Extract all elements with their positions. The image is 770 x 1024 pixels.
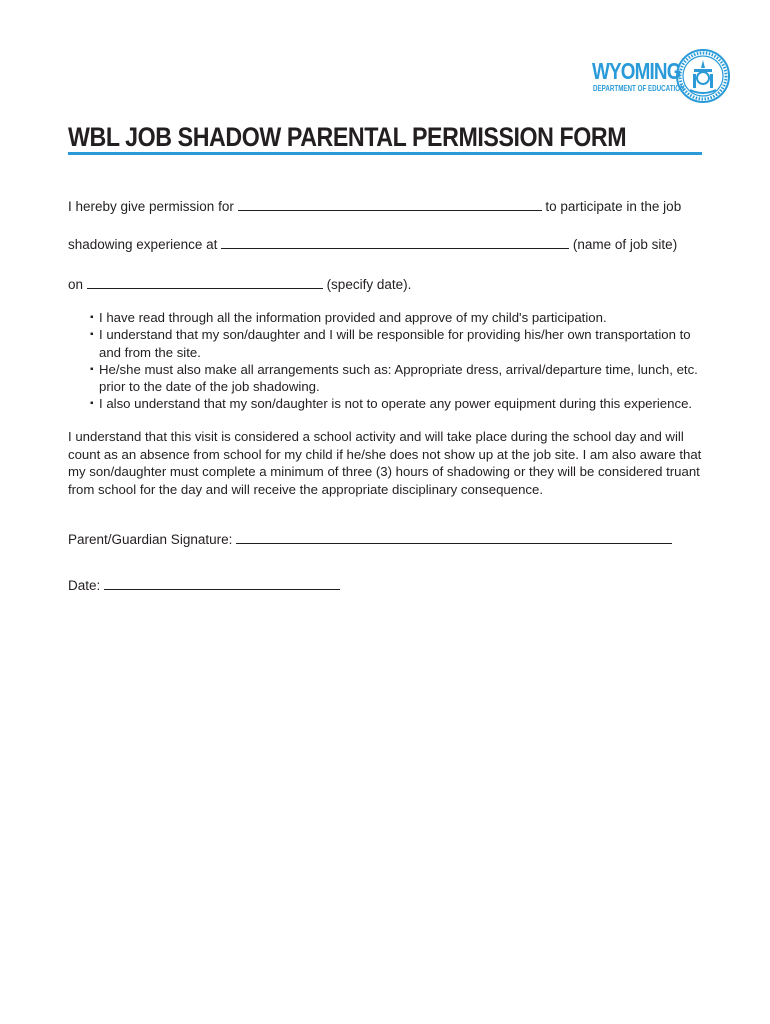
date-spec-line bbox=[68, 276, 411, 292]
signature-label: Parent/Guardian Signature: bbox=[68, 532, 233, 547]
job-site-prefix: shadowing experience at bbox=[68, 237, 218, 252]
date-field[interactable] bbox=[104, 577, 340, 590]
logo-wordmark: WYOMING bbox=[592, 58, 681, 84]
list-item: ▪ I also understand that my son/daughter is not to operate any power equipment during this experience. bbox=[92, 395, 704, 412]
state-seal-icon bbox=[676, 48, 730, 104]
school-activity-paragraph: I understand that this visit is considered a school activity and will take place during the school day and will count as an absence from school for my child if he/she does not show up at the job site. I am also aware that my son/daughter must complete a minimum of three (3) hours of shadowing or they will be considered truant from school for the day and will receive the appropriate disciplinary consequence. bbox=[68, 429, 702, 497]
list-item: ▪ I understand that my son/daughter and I will be responsible for providing his/her own transportation to and from the site. bbox=[92, 326, 704, 361]
list-item: ▪ I have read through all the information provided and approve of my child's participation. bbox=[92, 309, 704, 326]
form-title: WBL JOB SHADOW PARENTAL PERMISSION FORM bbox=[68, 122, 627, 152]
acknowledgement-list bbox=[92, 309, 704, 413]
student-name-field[interactable] bbox=[238, 198, 542, 211]
job-site-field[interactable] bbox=[221, 236, 569, 249]
job-site-line bbox=[68, 236, 677, 252]
permission-line bbox=[68, 198, 681, 214]
permission-prefix: I hereby give permission for bbox=[68, 199, 234, 214]
logo-subtitle: DEPARTMENT OF EDUCATION bbox=[593, 84, 685, 93]
date-spec-suffix: (specify date). bbox=[326, 277, 412, 292]
signature-line bbox=[68, 531, 672, 547]
date-label: Date: bbox=[68, 578, 101, 593]
title-underline bbox=[68, 152, 702, 155]
list-item: ▪ He/she must also make all arrangements such as: Appropriate dress, arrival/departure time, lunch, etc. prior to the date of the job shadowing. bbox=[92, 361, 704, 396]
date-spec-prefix: on bbox=[68, 277, 84, 292]
signature-field[interactable] bbox=[236, 531, 672, 544]
wyoming-doe-logo bbox=[592, 48, 730, 108]
specify-date-field[interactable] bbox=[87, 276, 323, 289]
job-site-suffix: (name of job site) bbox=[572, 237, 678, 252]
permission-suffix: to participate in the job bbox=[545, 199, 682, 214]
date-line bbox=[68, 577, 340, 593]
